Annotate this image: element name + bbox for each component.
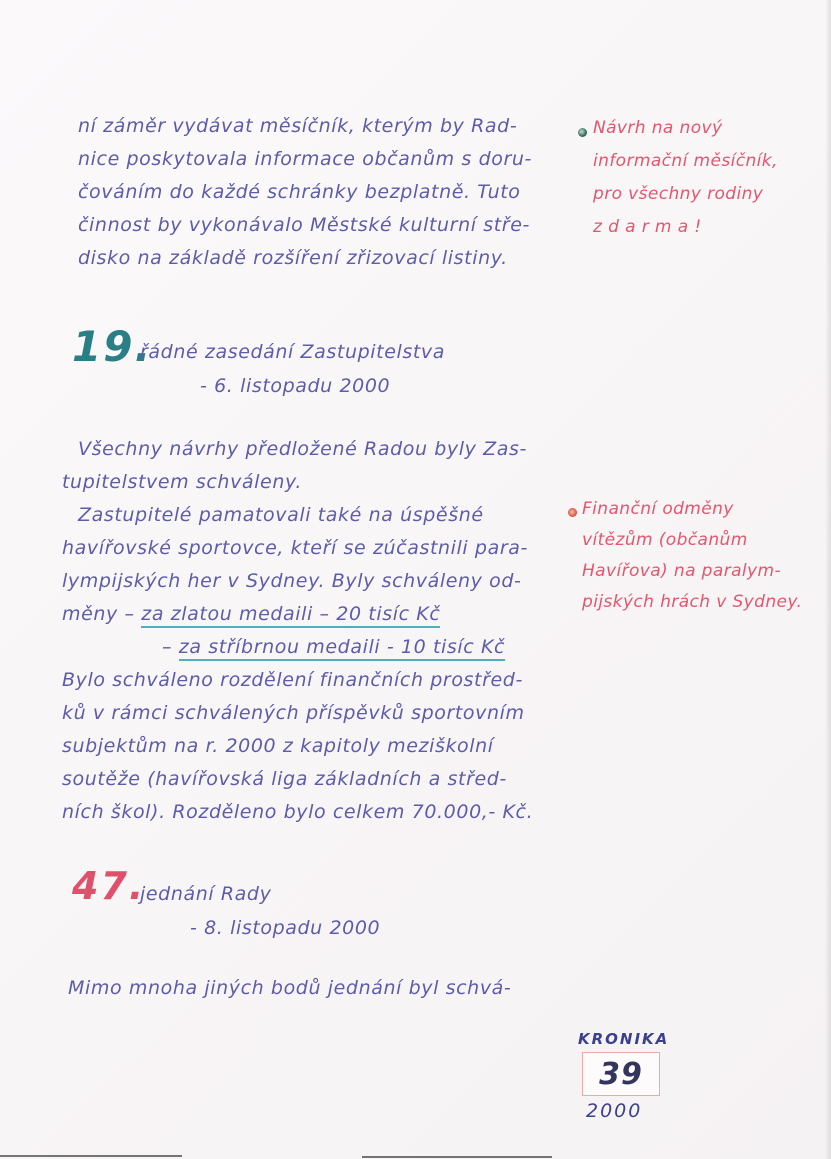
text-line: tupitelstvem schváleny. — [62, 471, 302, 493]
section-date: - 8. listopadu 2000 — [190, 917, 381, 939]
reward-prefix: měny – — [62, 603, 142, 625]
note-line: z d a r m a ! — [593, 217, 702, 237]
text-line: ních škol). Rozděleno bylo celkem 70.000,- Kč. — [62, 801, 534, 823]
reward-prefix: – — [162, 636, 179, 658]
footer-year: 2000 — [586, 1100, 643, 1122]
note-line: Návrh na nový — [593, 118, 723, 138]
text-line: soutěže (havířovská liga základních a střed- — [62, 768, 507, 790]
text-line: činnost by vykonávalo Městské kulturní stře- — [78, 214, 530, 236]
text-line: Všechny návrhy předložené Radou byly Zas- — [78, 438, 527, 460]
note-line: Finanční odměny — [582, 499, 734, 519]
kronika-label: KRONIKA — [578, 1030, 670, 1048]
section-number: 19. — [72, 322, 153, 371]
text-line: ní záměr vydávat měsíčník, kterým by Rad- — [78, 115, 518, 137]
reward-line-silver — [62, 631, 533, 664]
text-line: nice poskytovala informace občanům s doru- — [78, 148, 532, 170]
section-heading-council-meeting-19 — [72, 322, 552, 408]
section-date: - 6. listopadu 2000 — [200, 375, 391, 397]
note-line: pro všechny rodiny — [593, 184, 764, 204]
section-heading-board-meeting-47 — [72, 864, 552, 950]
text-line: subjektům na r. 2000 z kapitoly meziškolní — [62, 735, 494, 757]
margin-note-paralympics — [582, 494, 802, 618]
scan-edge-shadow — [825, 0, 831, 1159]
reward-gold-underlined: za zlatou medaili – 20 tisíc Kč — [141, 603, 440, 628]
note-line: Havířova) na paralym- — [582, 561, 781, 581]
note-line: vítězům (občanům — [582, 530, 748, 550]
text-line: Zastupitelé pamatovali také na úspěšné — [78, 504, 484, 526]
text-line: ků v rámci schválených příspěvků sportovním — [62, 702, 525, 724]
reward-silver-underlined: za stříbrnou medaili - 10 tisíc Kč — [179, 636, 505, 661]
margin-bullet-icon — [578, 128, 587, 137]
text-line: čováním do každé schránky bezplatně. Tuto — [78, 181, 521, 203]
chronicle-footer — [578, 1030, 698, 1122]
paragraph-monthly-newsletter — [78, 110, 532, 275]
paragraph-board-items — [68, 972, 511, 1005]
note-line: informační měsíčník, — [593, 151, 778, 171]
text-line: lympijských her v Sydney. Byly schváleny od- — [62, 570, 522, 592]
scan-edge-artifact — [362, 1156, 552, 1158]
section-title: jednání Rady — [140, 883, 272, 905]
reward-line-gold — [62, 598, 533, 631]
section-number: 47. — [72, 864, 146, 908]
margin-bullet-icon — [568, 508, 577, 517]
paragraph-council-approvals — [62, 433, 533, 829]
section-title: řádné zasedání Zastupitelstva — [140, 341, 445, 363]
scan-edge-artifact — [0, 1155, 182, 1157]
page-number-box — [582, 1052, 660, 1096]
page-number: 39 — [599, 1056, 643, 1092]
text-line: havířovské sportovce, kteří se zúčastnili para- — [62, 537, 528, 559]
margin-note-newsletter — [593, 112, 778, 244]
text-line: Mimo mnoha jiných bodů jednání byl schvá- — [68, 977, 512, 999]
text-line: disko na základě rozšíření zřizovací listiny. — [78, 247, 508, 269]
note-line: pijských hrách v Sydney. — [582, 592, 803, 612]
text-line: Bylo schváleno rozdělení finančních prostřed- — [62, 669, 523, 691]
